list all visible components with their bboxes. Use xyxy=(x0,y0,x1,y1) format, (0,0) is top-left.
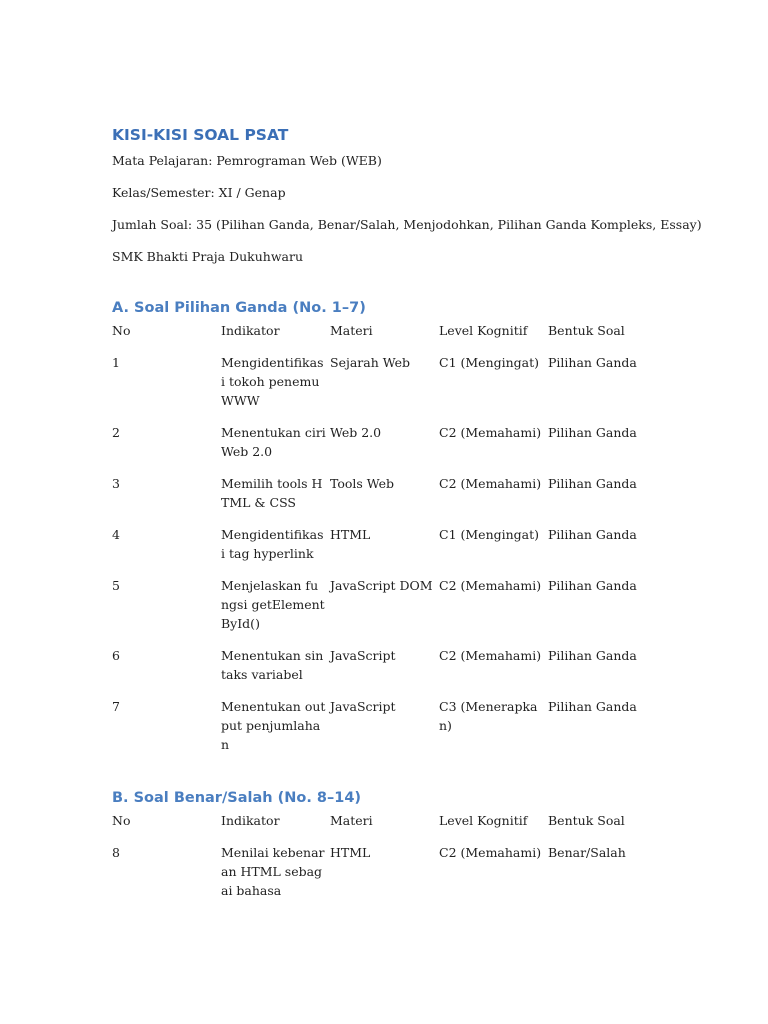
cell-indikator: Menjelaskan fungsi getElementById() xyxy=(221,578,325,631)
meta-subject: Mata Pelajaran: Pemrograman Web (WEB) xyxy=(112,153,382,168)
table-row xyxy=(112,474,657,525)
cell-no: 7 xyxy=(112,699,120,714)
meta-question-count: Jumlah Soal: 35 (Pilihan Ganda, Benar/Salah, Menjodohkan, Pilihan Ganda Kompleks, Essay) xyxy=(112,217,702,232)
meta-class-semester: Kelas/Semester: XI / Genap xyxy=(112,185,286,200)
cell-materi: JavaScript xyxy=(330,699,396,714)
cell-bentuk: Pilihan Ganda xyxy=(548,425,637,440)
cell-no: 5 xyxy=(112,578,120,593)
cell-bentuk: Pilihan Ganda xyxy=(548,527,637,542)
cell-level: C2 (Memahami) xyxy=(439,648,542,663)
table-header-row xyxy=(112,321,657,353)
cell-level: C2 (Memahami) xyxy=(439,578,542,593)
cell-level: C1 (Mengingat) xyxy=(439,355,540,370)
cell-level: C2 (Memahami) xyxy=(439,845,542,860)
table-row xyxy=(112,353,657,423)
cell-bentuk: Pilihan Ganda xyxy=(548,699,637,714)
cell-bentuk: Pilihan Ganda xyxy=(548,355,637,370)
cell-materi: JavaScript xyxy=(330,648,396,663)
meta-school: SMK Bhakti Praja Dukuhwaru xyxy=(112,249,303,264)
cell-indikator: Mengidentifikasi tag hyperlink xyxy=(221,527,324,561)
cell-bentuk: Pilihan Ganda xyxy=(548,476,637,491)
section-b-table xyxy=(112,811,657,913)
cell-indikator: Menilai kebenaran HTML sebagai bahasa xyxy=(221,845,325,898)
cell-materi: HTML xyxy=(330,527,371,542)
table-row xyxy=(112,423,657,474)
header-no: No xyxy=(112,323,131,338)
cell-no: 2 xyxy=(112,425,120,440)
header-materi: Materi xyxy=(330,813,373,828)
cell-no: 8 xyxy=(112,845,120,860)
section-a-title: A. Soal Pilihan Ganda (No. 1–7) xyxy=(112,300,366,316)
cell-level: C2 (Memahami) xyxy=(439,476,542,491)
cell-materi: HTML xyxy=(330,845,371,860)
cell-materi: Tools Web xyxy=(330,476,395,491)
cell-level: C3 (Menerapkan) xyxy=(439,699,538,733)
header-level-kognitif: Level Kognitif xyxy=(439,813,528,828)
cell-indikator: Mengidentifikasi tokoh penemu WWW xyxy=(221,355,324,408)
header-materi: Materi xyxy=(330,323,373,338)
table-row xyxy=(112,843,657,913)
cell-indikator: Menentukan sintaks variabel xyxy=(221,648,324,682)
cell-indikator: Memilih tools HTML & CSS xyxy=(221,476,323,510)
cell-materi: Web 2.0 xyxy=(330,425,382,440)
cell-indikator: Menentukan output penjumlahan xyxy=(221,699,326,752)
table-row xyxy=(112,646,657,697)
cell-indikator: Menentukan ciri Web 2.0 xyxy=(221,425,326,459)
table-header-row xyxy=(112,811,657,843)
cell-no: 4 xyxy=(112,527,120,542)
cell-bentuk: Benar/Salah xyxy=(548,845,626,860)
cell-no: 1 xyxy=(112,355,120,370)
document-title: KISI-KISI SOAL PSAT xyxy=(112,126,289,144)
section-a-table xyxy=(112,321,657,767)
header-indikator: Indikator xyxy=(221,813,280,828)
cell-materi: JavaScript DOM xyxy=(330,578,433,593)
section-b-title: B. Soal Benar/Salah (No. 8–14) xyxy=(112,790,362,806)
document-page xyxy=(112,124,702,913)
header-no: No xyxy=(112,813,131,828)
header-bentuk-soal: Bentuk Soal xyxy=(548,813,625,828)
cell-level: C2 (Memahami) xyxy=(439,425,542,440)
cell-level: C1 (Mengingat) xyxy=(439,527,540,542)
table-row xyxy=(112,525,657,576)
cell-materi: Sejarah Web xyxy=(330,355,410,370)
header-indikator: Indikator xyxy=(221,323,280,338)
cell-no: 6 xyxy=(112,648,120,663)
table-row xyxy=(112,697,657,767)
header-bentuk-soal: Bentuk Soal xyxy=(548,323,625,338)
cell-no: 3 xyxy=(112,476,120,491)
header-level-kognitif: Level Kognitif xyxy=(439,323,528,338)
cell-bentuk: Pilihan Ganda xyxy=(548,578,637,593)
cell-bentuk: Pilihan Ganda xyxy=(548,648,637,663)
table-row xyxy=(112,576,657,646)
